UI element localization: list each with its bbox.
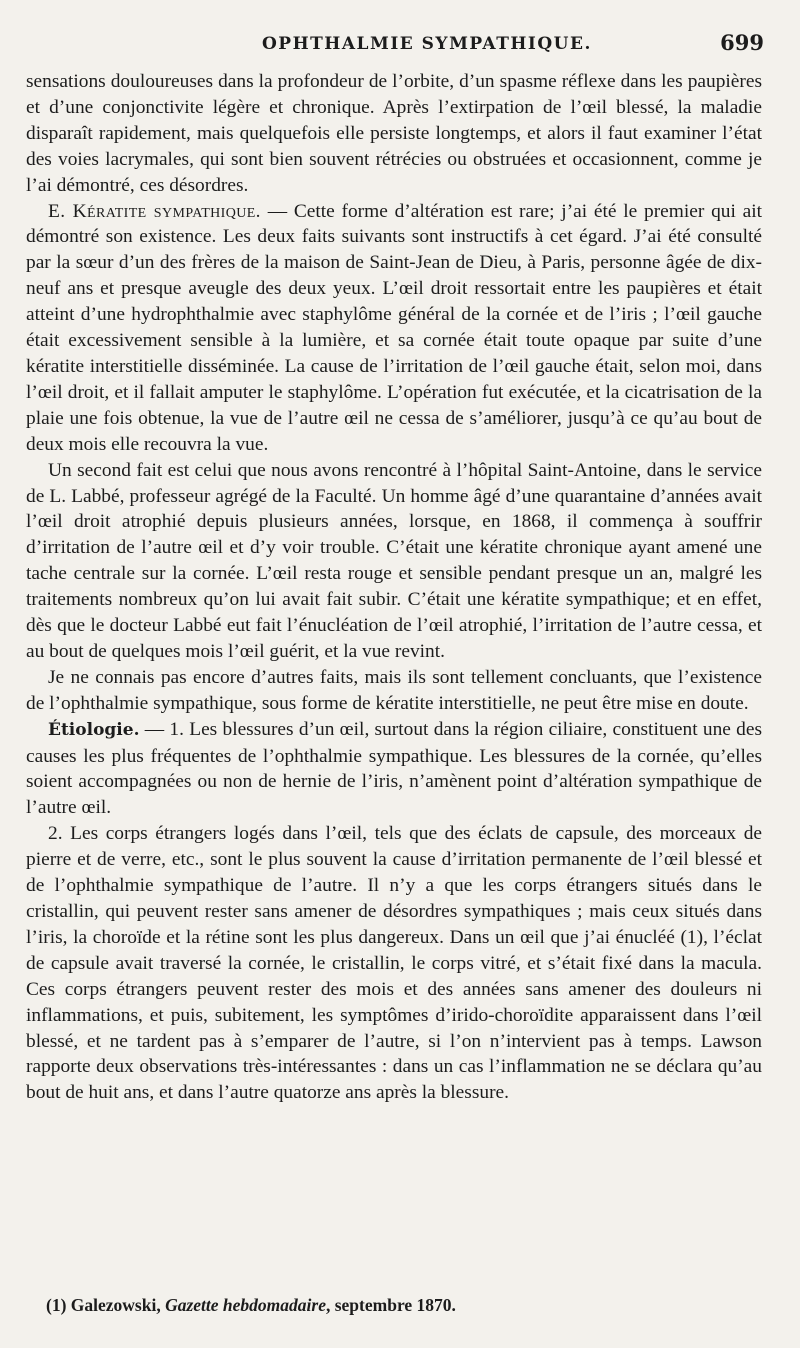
footnote-rest: , septembre 1870. [325,1295,456,1315]
paragraph-keratite [26,199,762,458]
page-number: 699 [720,30,764,55]
running-title: OPHTHALMIE SYMPATHIQUE. [262,34,592,54]
paragraph-second-case: Un second fait est celui que nous avons rencontré à l’hôpital Saint-Antoine, dans le service de L. Labbé, professeur agrégé de la Faculté. Un homme âgé d’une quarantaine d’années avait l’œil droit atrophié depuis plusieurs années, lorsque, en 1868, il commença à souffrir d’irritation de l’autre œil et d’y voir trouble. C’était une kératite chronique ayant amené une tache centrale sur la cornée. L’œil resta rouge et sensible pendant presque un an, malgré les traitements nombreux qu’on lui avait fait subir. C’était une kératite sympathique; et en effet, dès que le docteur Labbé eut fait l’énucléation de l’œil atrophié, l’irritation de l’autre cessa, et au bout de quelques mois l’œil guérit, et la vue revint. [26,459,762,662]
footnote-journal: Gazette hebdomadaire [165,1295,326,1315]
paragraph-keratite-text: — Cette forme d’altération est rare; j’ai été le premier qui ait démontré son existence. Les deux faits suivants sont instructifs à cet égard. J’ai été consulté par la sœur d’un des frères de la maison de Saint-Jean de Dieu, à Paris, personne âgée de dix-neuf ans et presque aveugle des deux yeux. L’œil droit ressortait entre les paupières et était atteint d’une hydrophthalmie avec staphylôme général de la cornée et de l’iris ; l’œil gauche était excessivement sensible à la lumière, et sa cornée était toute opaque par suite d’une kératite interstitielle disséminée. La cause de l’irritation de l’œil gauche était, selon moi, dans l’œil droit, et il fallait amputer le staphylôme. L’opération fut exécutée, et la cicatrisation de la plaie une fois obtenue, la vue de l’autre œil ne cessa de s’améliorer, jusqu’à ce qu’au bout de deux mois elle recouvra la vue. [26,200,762,455]
paragraph-foreign-bodies: 2. Les corps étrangers logés dans l’œil, tels que des éclats de capsule, des morceaux de pierre et de verre, etc., sont le plus souvent la cause d’irritation permanente de l’œil blessé et de l’ophthalmie sympathique de l’autre. Il n’y a que les corps étrangers situés dans le cristallin, qui peuvent rester sans amener de désordres sympathiques ; mais ceux situés dans l’iris, la choroïde et la rétine sont les plus dangereux. Dans un œil que j’ai énucléé (1), l’éclat de capsule avait traversé la cornée, le cristallin, le corps vitré, et s’était fixé dans la macula. Ces corps étrangers peuvent rester des mois et des années sans amener des douleurs ni inflammations, et puis, subitement, les symptômes d’irido-choroïdite apparaissent dans l’œil blessé, et ne tardent pas à s’emparer de l’autre, si l’on n’intervient pas à temps. Lawson rapporte deux observations très-intéressantes : dans un cas l’inflammation ne se déclara qu’au bout de huit ans, et dans l’autre quatorze ans après la blessure. [26,823,762,1104]
paragraph-etiologie-text: — 1. Les blessures d’un œil, surtout dans la région ciliaire, constituent une des causes les plus fréquentes de l’ophthalmie sympathique. Les blessures de la cornée, qu’elles soient accompagnées ou non de hernie de l’iris, n’amènent point d’altération sympathique de l’autre œil. [26,718,762,819]
section-label-etiologie: Étiologie. [48,719,140,740]
paragraph-orbit: sensations douloureuses dans la profondeur de l’orbite, d’un spasme réflexe dans les paupières et d’une conjonctivite légère et chronique. Après l’extirpation de l’œil blessé, la maladie disparaît rapidement, mais quelquefois elle persiste longtemps, et alors il faut examiner l’état des voies lacrymales, qui sont bien souvent rétrécies ou obstruées et occasionnent, comme je l’ai démontré, ces désordres. [26,71,762,196]
section-label-keratite: E. Kératite sympathique. [48,200,261,222]
paragraph-conclusion: Je ne connais pas encore d’autres faits, mais ils sont tellement concluants, que l’existence de l’ophthalmie sympathique, sous forme de kératite interstitielle, ne peut être mise en doute. [26,666,762,714]
footnote-marker: (1) Galezowski, [46,1295,166,1315]
footnote [46,1295,746,1316]
paragraph-etiologie [26,717,762,822]
page-header [0,30,800,66]
body-text [26,69,762,1106]
